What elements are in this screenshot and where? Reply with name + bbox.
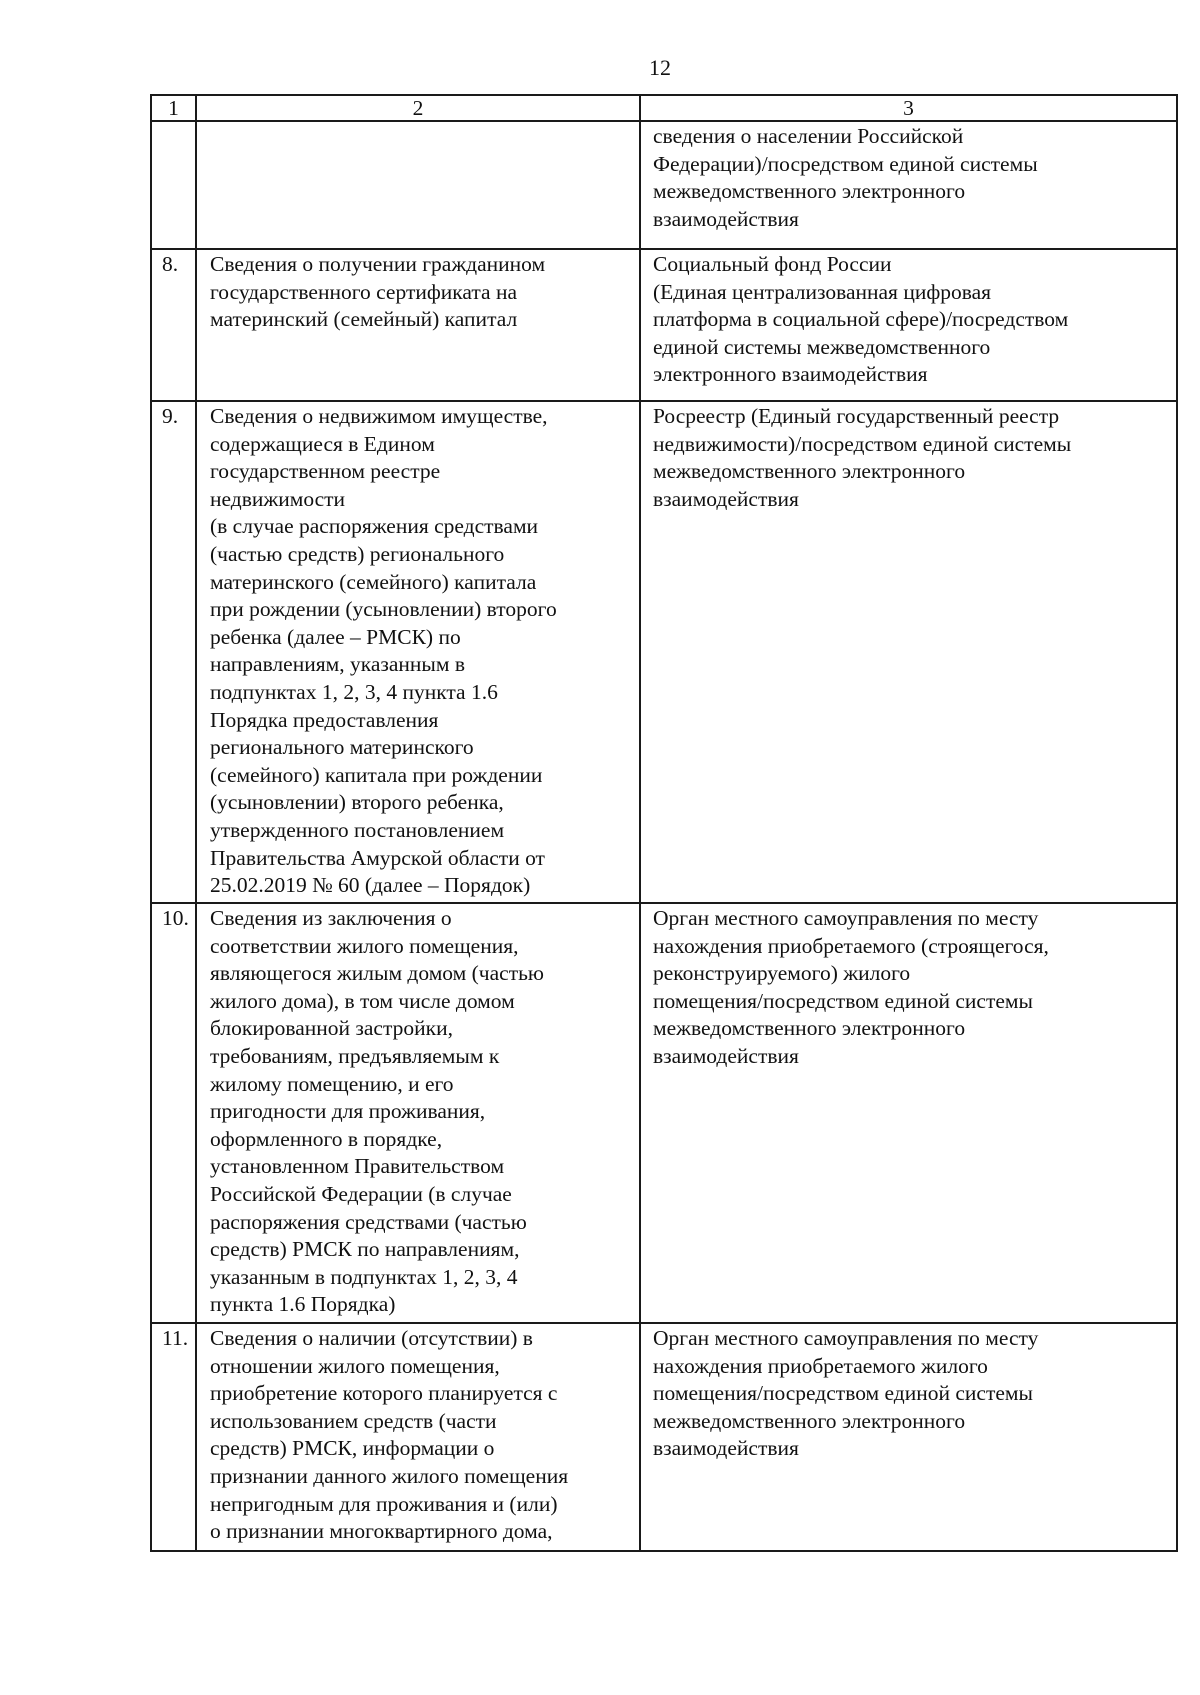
text-line: межведомственного электронного [653,1016,966,1041]
text-line: межведомственного электронного [653,1408,966,1433]
text-line: средств) РМСК, информации о [210,1436,495,1461]
text-line: (частью средств) регионального [210,541,505,566]
table-header-row [151,95,1177,121]
text-line: установленном Правительством [210,1154,505,1179]
row-number: 11. [151,1323,196,1551]
row-info-source [640,401,1177,903]
text-line: нахождения приобретаемого жилого [653,1353,988,1378]
text-line: материнский (семейный) капитал [210,307,518,332]
text-line: отношении жилого помещения, [210,1353,500,1378]
text-line: подпунктах 1, 2, 3, 4 пункта 1.6 [210,679,498,704]
text-line: Орган местного самоуправления по месту [653,906,1039,930]
column-header-3: 3 [640,95,1177,121]
text-line: взаимодействия [653,1436,799,1461]
text-line: Сведения о недвижимом имуществе, [210,404,548,428]
row-info-description [196,121,640,249]
text-line: единой системы межведомственного [653,334,991,359]
table-row [151,401,1177,903]
text-line: при рождении (усыновлении) второго [210,597,557,622]
row-info-source [640,121,1177,249]
text-line: взаимодействия [653,206,799,231]
row-number: 8. [151,249,196,401]
row-info-description [196,401,640,903]
text-line: Правительства Амурской области от [210,845,545,870]
text-line: межведомственного электронного [653,459,966,484]
text-line: (в случае распоряжения средствами [210,514,539,539]
text-line: ребенка (далее – РМСК) по [210,624,461,649]
table-row [151,903,1177,1323]
text-line: государственного сертификата на [210,279,518,304]
text-line: Росреестр (Единый государственный реестр [653,404,1060,428]
text-line: (семейного) капитала при рождении [210,762,543,787]
text-line: Порядка предоставления [210,707,439,732]
text-line: Российской Федерации (в случае [210,1181,512,1206]
text-line: непригодным для проживания и (или) [210,1491,558,1516]
page-number: 12 [649,55,671,80]
text-line: недвижимости)/посредством единой системы [653,431,1072,456]
text-line: соответствии жилого помещения, [210,933,519,958]
text-line: государственном реестре [210,459,441,484]
row-info-description [196,249,640,401]
row-number [151,121,196,249]
row-number: 10. [151,903,196,1323]
text-line: Сведения из заключения о [210,906,452,930]
text-line: о признании многоквартирного дома, [210,1519,553,1544]
text-line: Социальный фонд России [653,252,892,276]
text-line: направлениям, указанным в [210,652,465,677]
text-line: (усыновлении) второго ребенка, [210,790,504,815]
row-info-source [640,249,1177,401]
text-line: средств) РМСК по направлениям, [210,1237,520,1262]
text-line: содержащиеся в Едином [210,431,435,456]
text-line: платформа в социальной сфере)/посредством [653,307,1069,332]
text-line: требованиям, предъявляемым к [210,1043,500,1068]
column-header-1: 1 [151,95,196,121]
text-line: жилому помещению, и его [210,1071,454,1096]
text-line: нахождения приобретаемого (строящегося, [653,933,1049,958]
table-row [151,249,1177,401]
text-line: распоряжения средствами (частью [210,1209,527,1234]
text-line: помещения/посредством единой системы [653,988,1033,1013]
row-info-description [196,903,640,1323]
text-line: жилого дома), в том числе домом [210,988,515,1013]
text-line: Орган местного самоуправления по месту [653,1326,1039,1350]
text-line: приобретение которого планируется с [210,1381,558,1406]
text-line: взаимодействия [653,1043,799,1068]
text-line: (Единая централизованная цифровая [653,279,992,304]
text-line: использованием средств (части [210,1408,497,1433]
text-line: Федерации)/посредством единой системы [653,151,1038,176]
text-line: Сведения о получении гражданином [210,252,546,276]
row-number: 9. [151,401,196,903]
table-row [151,121,1177,249]
text-line: взаимодействия [653,486,799,511]
row-info-source [640,903,1177,1323]
text-line: межведомственного электронного [653,179,966,204]
text-line: оформленного в порядке, [210,1126,443,1151]
text-line: электронного взаимодействия [653,362,928,387]
row-info-source [640,1323,1177,1551]
text-line: указанным в подпунктах 1, 2, 3, 4 [210,1264,518,1289]
document-table [150,94,1178,1552]
text-line: материнского (семейного) капитала [210,569,537,594]
text-line: 25.02.2019 № 60 (далее – Порядок) [210,873,531,898]
text-line: признании данного жилого помещения [210,1463,569,1488]
text-line: пригодности для проживания, [210,1099,486,1124]
text-line: помещения/посредством единой системы [653,1381,1033,1406]
row-info-description [196,1323,640,1551]
text-line: утвержденного постановлением [210,817,505,842]
column-header-2: 2 [196,95,640,121]
text-line: являющегося жилым домом (частью [210,961,544,986]
text-line: Сведения о наличии (отсутствии) в [210,1326,533,1350]
text-line: регионального материнского [210,735,474,760]
table-row [151,1323,1177,1551]
text-line: пункта 1.6 Порядка) [210,1292,396,1317]
text-line: реконструируемого) жилого [653,961,911,986]
text-line: сведения о населении Российской [653,124,964,148]
text-line: недвижимости [210,486,346,511]
text-line: блокированной застройки, [210,1016,453,1041]
